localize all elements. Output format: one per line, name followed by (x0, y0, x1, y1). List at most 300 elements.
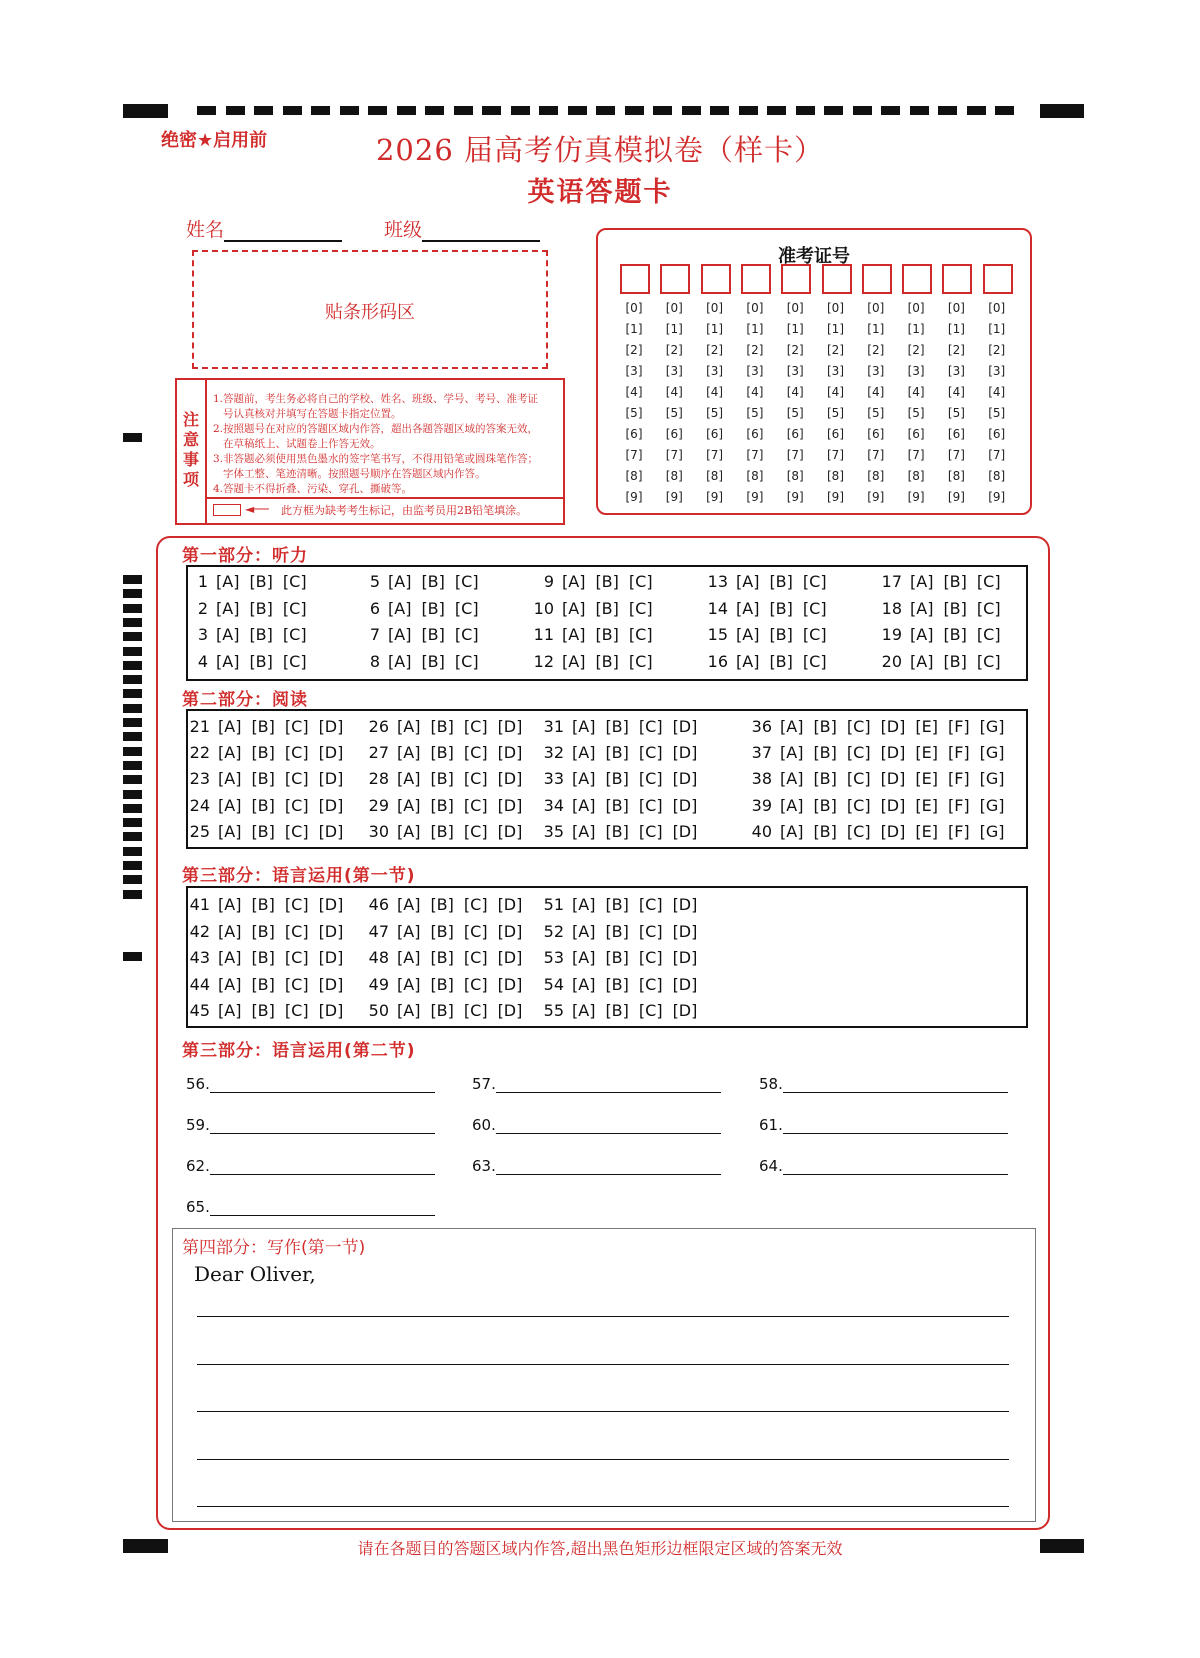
id-digit-bubble[interactable]: [6] (867, 427, 885, 441)
answer-option[interactable]: [B] (943, 651, 967, 671)
answer-option[interactable]: [B] (605, 921, 629, 941)
id-digit-box[interactable] (822, 264, 852, 294)
id-digit-bubble[interactable]: [7] (786, 448, 804, 462)
name-field[interactable] (186, 215, 342, 242)
answer-option[interactable]: [F] (947, 769, 970, 789)
answer-option[interactable]: [A] (572, 974, 596, 994)
answer-option[interactable]: [A] (218, 974, 242, 994)
answer-option[interactable]: [A] (736, 625, 760, 644)
answer-option[interactable]: [C] (454, 598, 479, 618)
answer-option[interactable]: [D] (880, 821, 906, 841)
answer-option[interactable]: [B] (249, 625, 273, 644)
id-digit-bubble[interactable]: [1] (827, 322, 844, 336)
id-digit-bubble[interactable]: [1] (665, 322, 683, 336)
id-digit-bubble[interactable]: [4] (706, 385, 724, 399)
answer-option[interactable]: [D] (672, 948, 698, 967)
answer-option[interactable]: [D] (318, 895, 344, 914)
answer-option[interactable]: [D] (880, 795, 906, 815)
answer-option[interactable]: [B] (430, 921, 454, 941)
answer-option[interactable]: [B] (251, 743, 275, 763)
answer-option[interactable]: [C] (976, 598, 1001, 618)
answer-option[interactable]: [B] (421, 572, 445, 591)
id-digit-bubble[interactable]: [3] (867, 364, 885, 378)
answer-option[interactable]: [A] (562, 598, 586, 618)
id-digit-bubble[interactable]: [5] (786, 406, 804, 420)
id-digit-bubble[interactable]: [8] (947, 469, 965, 483)
writing-line[interactable] (197, 1459, 1009, 1460)
answer-option[interactable]: [B] (421, 625, 445, 644)
answer-option[interactable]: [C] (638, 743, 663, 763)
answer-option[interactable]: [A] (388, 598, 412, 618)
id-digit-bubble[interactable]: [2] (665, 343, 683, 357)
id-digit-bubble[interactable]: [1] (947, 322, 965, 336)
id-digit-bubble[interactable]: [9] (665, 490, 683, 504)
answer-option[interactable]: [D] (318, 769, 344, 789)
id-digit-bubble[interactable]: [2] (706, 343, 724, 357)
answer-option[interactable]: [B] (251, 895, 275, 914)
answer-option[interactable]: [B] (430, 821, 454, 841)
id-digit-bubble[interactable]: [3] (746, 364, 764, 378)
answer-option[interactable]: [A] (910, 625, 934, 644)
answer-option[interactable]: [F] (947, 743, 970, 763)
id-digit-bubble[interactable]: [0] (786, 301, 804, 315)
answer-option[interactable]: [C] (463, 895, 488, 914)
id-digit-bubble[interactable]: [8] (746, 469, 764, 483)
answer-option[interactable]: [G] (979, 795, 1005, 815)
answer-option[interactable]: [C] (638, 795, 663, 815)
answer-option[interactable]: [A] (736, 572, 760, 591)
answer-option[interactable]: [D] (880, 717, 906, 736)
id-digit-box[interactable] (942, 264, 972, 294)
answer-option[interactable]: [A] (572, 795, 596, 815)
answer-option[interactable]: [C] (846, 743, 871, 763)
answer-option[interactable]: [B] (605, 743, 629, 763)
answer-option[interactable]: [G] (979, 769, 1005, 789)
id-digit-bubble[interactable]: [6] (907, 427, 925, 441)
id-digit-bubble[interactable]: [3] (988, 364, 1006, 378)
answer-option[interactable]: [G] (979, 821, 1005, 841)
id-digit-bubble[interactable]: [0] (947, 301, 965, 315)
answer-option[interactable]: [C] (628, 598, 653, 618)
id-digit-box[interactable] (983, 264, 1013, 294)
id-digit-bubble[interactable]: [2] (786, 343, 804, 357)
answer-option[interactable]: [D] (318, 717, 344, 736)
answer-option[interactable]: [A] (397, 821, 421, 841)
id-digit-bubble[interactable]: [0] (907, 301, 925, 315)
answer-option[interactable]: [A] (572, 948, 596, 967)
answer-option[interactable]: [B] (251, 948, 275, 967)
answer-option[interactable]: [B] (251, 717, 275, 736)
id-digit-bubble[interactable]: [5] (947, 406, 965, 420)
answer-option[interactable]: [A] (397, 921, 421, 941)
answer-option[interactable]: [B] (813, 743, 837, 763)
answer-option[interactable]: [C] (638, 769, 663, 789)
id-digit-bubble[interactable]: [6] (706, 427, 724, 441)
answer-option[interactable]: [C] (628, 625, 653, 644)
id-digit-bubble[interactable]: [7] (907, 448, 925, 462)
answer-option[interactable]: [A] (397, 974, 421, 994)
id-digit-box[interactable] (620, 264, 650, 294)
answer-option[interactable]: [B] (813, 769, 837, 789)
id-digit-bubble[interactable]: [4] (947, 385, 965, 399)
answer-option[interactable]: [C] (463, 743, 488, 763)
answer-option[interactable]: [B] (605, 821, 629, 841)
id-digit-bubble[interactable]: [0] (988, 301, 1006, 315)
answer-option[interactable]: [C] (284, 895, 309, 914)
answer-option[interactable]: [A] (397, 795, 421, 815)
id-digit-bubble[interactable]: [4] (867, 385, 885, 399)
answer-option[interactable]: [A] (780, 769, 804, 789)
id-digit-bubble[interactable]: [1] (907, 322, 925, 336)
id-digit-bubble[interactable]: [3] (827, 364, 844, 378)
answer-option[interactable]: [B] (430, 743, 454, 763)
id-digit-bubble[interactable]: [5] (746, 406, 764, 420)
blank-line[interactable] (783, 1133, 1008, 1134)
blank-line[interactable] (496, 1174, 721, 1175)
id-digit-bubble[interactable]: [2] (988, 343, 1006, 357)
answer-option[interactable]: [B] (605, 769, 629, 789)
answer-option[interactable]: [A] (397, 948, 421, 967)
answer-option[interactable]: [D] (672, 974, 698, 994)
blank-line[interactable] (496, 1092, 721, 1093)
blank-line[interactable] (496, 1133, 721, 1134)
absent-checkbox[interactable] (213, 504, 241, 516)
answer-option[interactable]: [A] (216, 572, 240, 591)
answer-option[interactable]: [A] (572, 717, 596, 736)
answer-option[interactable]: [A] (780, 795, 804, 815)
answer-option[interactable]: [D] (318, 948, 344, 967)
blank-line[interactable] (210, 1174, 435, 1175)
answer-option[interactable]: [C] (846, 717, 871, 736)
id-digit-bubble[interactable]: [1] (706, 322, 724, 336)
answer-option[interactable]: [C] (638, 948, 663, 967)
answer-option[interactable]: [B] (430, 769, 454, 789)
answer-option[interactable]: [C] (284, 769, 309, 789)
answer-option[interactable]: [C] (976, 572, 1001, 591)
answer-option[interactable]: [A] (572, 769, 596, 789)
writing-line[interactable] (197, 1316, 1009, 1317)
answer-option[interactable]: [A] (572, 1001, 596, 1020)
id-digit-bubble[interactable]: [6] (625, 427, 643, 441)
answer-option[interactable]: [D] (880, 743, 906, 763)
answer-option[interactable]: [D] (672, 895, 698, 914)
id-digit-bubble[interactable]: [2] (907, 343, 925, 357)
id-digit-bubble[interactable]: [7] (988, 448, 1006, 462)
answer-option[interactable]: [A] (397, 769, 421, 789)
id-digit-bubble[interactable]: [8] (988, 469, 1006, 483)
answer-option[interactable]: [B] (249, 572, 273, 591)
answer-option[interactable]: [A] (218, 948, 242, 967)
id-digit-bubble[interactable]: [5] (988, 406, 1006, 420)
id-digit-bubble[interactable]: [6] (746, 427, 764, 441)
answer-option[interactable]: [C] (846, 821, 871, 841)
answer-option[interactable]: [C] (802, 625, 827, 644)
answer-option[interactable]: [B] (421, 598, 445, 618)
id-digit-bubble[interactable]: [1] (625, 322, 643, 336)
answer-option[interactable]: [C] (454, 651, 479, 671)
answer-option[interactable]: [D] (497, 769, 523, 789)
id-digit-bubble[interactable]: [5] (867, 406, 885, 420)
answer-option[interactable]: [C] (282, 598, 307, 618)
answer-option[interactable]: [B] (813, 821, 837, 841)
answer-option[interactable]: [A] (216, 598, 240, 618)
answer-option[interactable]: [F] (947, 821, 970, 841)
id-digit-bubble[interactable]: [1] (988, 322, 1006, 336)
answer-option[interactable]: [B] (249, 598, 273, 618)
id-digit-bubble[interactable]: [7] (625, 448, 643, 462)
answer-option[interactable]: [A] (562, 572, 586, 591)
answer-option[interactable]: [D] (318, 795, 344, 815)
writing-line[interactable] (197, 1411, 1009, 1412)
id-digit-bubble[interactable]: [6] (988, 427, 1006, 441)
answer-option[interactable]: [B] (813, 795, 837, 815)
answer-option[interactable]: [A] (780, 743, 804, 763)
answer-option[interactable]: [A] (572, 921, 596, 941)
answer-option[interactable]: [C] (463, 717, 488, 736)
id-digit-bubble[interactable]: [5] (907, 406, 925, 420)
id-digit-bubble[interactable]: [2] (827, 343, 844, 357)
answer-option[interactable]: [G] (979, 717, 1005, 736)
answer-option[interactable]: [A] (388, 625, 412, 644)
answer-option[interactable]: [B] (251, 974, 275, 994)
writing-line[interactable] (197, 1506, 1009, 1507)
id-digit-bubble[interactable]: [5] (665, 406, 683, 420)
answer-option[interactable]: [A] (218, 821, 242, 841)
answer-option[interactable]: [B] (251, 1001, 275, 1020)
answer-option[interactable]: [C] (463, 974, 488, 994)
id-digit-bubble[interactable]: [3] (706, 364, 724, 378)
answer-option[interactable]: [F] (947, 795, 970, 815)
answer-option[interactable]: [A] (780, 821, 804, 841)
answer-option[interactable]: [D] (497, 974, 523, 994)
id-digit-bubble[interactable]: [2] (625, 343, 643, 357)
answer-option[interactable]: [A] (736, 598, 760, 618)
answer-option[interactable]: [A] (397, 1001, 421, 1020)
answer-option[interactable]: [A] (910, 598, 934, 618)
answer-option[interactable]: [A] (572, 895, 596, 914)
answer-option[interactable]: [D] (497, 1001, 523, 1020)
answer-option[interactable]: [A] (388, 572, 412, 591)
blank-line[interactable] (210, 1215, 435, 1216)
answer-option[interactable]: [A] (397, 717, 421, 736)
answer-option[interactable]: [D] (497, 948, 523, 967)
answer-option[interactable]: [A] (388, 651, 412, 671)
id-digit-bubble[interactable]: [0] (827, 301, 844, 315)
id-digit-bubble[interactable]: [4] (786, 385, 804, 399)
id-digit-bubble[interactable]: [9] (706, 490, 724, 504)
answer-option[interactable]: [B] (605, 717, 629, 736)
answer-option[interactable]: [E] (915, 717, 938, 736)
answer-option[interactable]: [B] (769, 651, 793, 671)
id-digit-bubble[interactable]: [0] (867, 301, 885, 315)
answer-option[interactable]: [B] (595, 572, 619, 591)
id-digit-bubble[interactable]: [1] (786, 322, 804, 336)
class-field[interactable] (384, 215, 540, 242)
id-digit-bubble[interactable]: [0] (665, 301, 683, 315)
blank-line[interactable] (783, 1174, 1008, 1175)
name-underline[interactable] (224, 220, 342, 242)
answer-option[interactable]: [A] (216, 625, 240, 644)
answer-option[interactable]: [C] (638, 921, 663, 941)
id-digit-bubble[interactable]: [7] (947, 448, 965, 462)
answer-option[interactable]: [C] (463, 921, 488, 941)
answer-option[interactable]: [C] (628, 572, 653, 591)
id-digit-bubble[interactable]: [4] (665, 385, 683, 399)
answer-option[interactable]: [A] (216, 651, 240, 671)
answer-option[interactable]: [D] (318, 1001, 344, 1020)
id-digit-box[interactable] (902, 264, 932, 294)
id-digit-bubble[interactable]: [7] (867, 448, 885, 462)
answer-option[interactable]: [B] (943, 625, 967, 644)
id-digit-bubble[interactable]: [5] (625, 406, 643, 420)
answer-option[interactable]: [B] (943, 572, 967, 591)
id-digit-bubble[interactable]: [6] (786, 427, 804, 441)
id-digit-bubble[interactable]: [7] (827, 448, 844, 462)
answer-option[interactable]: [C] (638, 895, 663, 914)
answer-option[interactable]: [A] (397, 895, 421, 914)
answer-option[interactable]: [B] (595, 625, 619, 644)
answer-option[interactable]: [B] (605, 948, 629, 967)
answer-option[interactable]: [A] (562, 651, 586, 671)
answer-option[interactable]: [C] (282, 572, 307, 591)
answer-option[interactable]: [D] (497, 717, 523, 736)
id-digit-bubble[interactable]: [9] (786, 490, 804, 504)
answer-option[interactable]: [B] (769, 598, 793, 618)
answer-option[interactable]: [C] (638, 974, 663, 994)
answer-option[interactable]: [C] (284, 1001, 309, 1020)
answer-option[interactable]: [A] (397, 743, 421, 763)
id-digit-bubble[interactable]: [5] (706, 406, 724, 420)
id-digit-bubble[interactable]: [9] (867, 490, 885, 504)
answer-option[interactable]: [A] (736, 651, 760, 671)
answer-option[interactable]: [E] (915, 821, 938, 841)
answer-option[interactable]: [A] (218, 769, 242, 789)
id-digit-bubble[interactable]: [8] (665, 469, 683, 483)
id-digit-bubble[interactable]: [5] (827, 406, 844, 420)
answer-option[interactable]: [D] (672, 795, 698, 815)
id-digit-bubble[interactable]: [0] (625, 301, 643, 315)
answer-option[interactable]: [B] (769, 572, 793, 591)
answer-option[interactable]: [B] (249, 651, 273, 671)
id-digit-bubble[interactable]: [3] (786, 364, 804, 378)
id-digit-bubble[interactable]: [7] (746, 448, 764, 462)
answer-option[interactable]: [C] (284, 821, 309, 841)
answer-option[interactable]: [C] (463, 769, 488, 789)
id-digit-bubble[interactable]: [8] (867, 469, 885, 483)
answer-option[interactable]: [A] (572, 821, 596, 841)
answer-option[interactable]: [B] (595, 651, 619, 671)
id-digit-box[interactable] (741, 264, 771, 294)
answer-option[interactable]: [C] (284, 921, 309, 941)
id-digit-bubble[interactable]: [4] (827, 385, 844, 399)
answer-option[interactable]: [C] (846, 795, 871, 815)
id-digit-bubble[interactable]: [2] (746, 343, 764, 357)
id-digit-bubble[interactable]: [3] (947, 364, 965, 378)
id-digit-bubble[interactable]: [2] (867, 343, 885, 357)
answer-option[interactable]: [B] (813, 717, 837, 736)
answer-option[interactable]: [A] (562, 625, 586, 644)
id-digit-box[interactable] (701, 264, 731, 294)
id-digit-bubble[interactable]: [3] (665, 364, 683, 378)
answer-option[interactable]: [D] (672, 743, 698, 763)
id-digit-bubble[interactable]: [4] (746, 385, 764, 399)
answer-option[interactable]: [C] (638, 821, 663, 841)
answer-option[interactable]: [C] (802, 598, 827, 618)
answer-option[interactable]: [B] (430, 895, 454, 914)
answer-option[interactable]: [C] (638, 717, 663, 736)
id-digit-bubble[interactable]: [4] (907, 385, 925, 399)
id-digit-bubble[interactable]: [9] (988, 490, 1006, 504)
answer-option[interactable]: [D] (672, 921, 698, 941)
id-digit-bubble[interactable]: [6] (947, 427, 965, 441)
answer-option[interactable]: [C] (638, 1001, 663, 1020)
answer-option[interactable]: [C] (463, 1001, 488, 1020)
answer-option[interactable]: [C] (284, 795, 309, 815)
answer-option[interactable]: [D] (672, 769, 698, 789)
answer-option[interactable]: [A] (218, 1001, 242, 1020)
answer-option[interactable]: [B] (605, 974, 629, 994)
answer-option[interactable]: [B] (943, 598, 967, 618)
answer-option[interactable]: [A] (910, 572, 934, 591)
writing-line[interactable] (197, 1364, 1009, 1365)
id-digit-bubble[interactable]: [0] (746, 301, 764, 315)
id-digit-bubble[interactable]: [1] (867, 322, 885, 336)
answer-option[interactable]: [C] (284, 974, 309, 994)
answer-option[interactable]: [A] (910, 651, 934, 671)
answer-option[interactable]: [A] (780, 717, 804, 736)
answer-option[interactable]: [D] (318, 743, 344, 763)
id-digit-bubble[interactable]: [4] (988, 385, 1006, 399)
answer-option[interactable]: [B] (605, 895, 629, 914)
id-digit-box[interactable] (862, 264, 892, 294)
answer-option[interactable]: [C] (284, 948, 309, 967)
answer-option[interactable]: [C] (282, 625, 307, 644)
answer-option[interactable]: [D] (672, 717, 698, 736)
id-digit-bubble[interactable]: [9] (746, 490, 764, 504)
answer-option[interactable]: [D] (497, 921, 523, 941)
id-digit-bubble[interactable]: [4] (625, 385, 643, 399)
id-digit-bubble[interactable]: [9] (625, 490, 643, 504)
answer-option[interactable]: [B] (251, 921, 275, 941)
answer-option[interactable]: [A] (218, 895, 242, 914)
answer-option[interactable]: [C] (628, 651, 653, 671)
answer-option[interactable]: [F] (947, 717, 970, 736)
answer-option[interactable]: [B] (605, 795, 629, 815)
answer-option[interactable]: [C] (846, 769, 871, 789)
id-digit-bubble[interactable]: [9] (827, 490, 844, 504)
answer-option[interactable]: [A] (572, 743, 596, 763)
answer-option[interactable]: [B] (595, 598, 619, 618)
answer-option[interactable]: [B] (430, 795, 454, 815)
answer-option[interactable]: [D] (497, 821, 523, 841)
answer-option[interactable]: [G] (979, 743, 1005, 763)
answer-option[interactable]: [B] (251, 821, 275, 841)
id-digit-bubble[interactable]: [8] (625, 469, 643, 483)
id-digit-bubble[interactable]: [2] (947, 343, 965, 357)
answer-option[interactable]: [A] (218, 743, 242, 763)
answer-option[interactable]: [B] (605, 1001, 629, 1020)
answer-option[interactable]: [D] (497, 895, 523, 914)
answer-option[interactable]: [D] (318, 821, 344, 841)
answer-option[interactable]: [C] (802, 651, 827, 671)
id-digit-bubble[interactable]: [9] (947, 490, 965, 504)
answer-option[interactable]: [D] (318, 921, 344, 941)
answer-option[interactable]: [E] (915, 769, 938, 789)
answer-option[interactable]: [C] (463, 821, 488, 841)
answer-option[interactable]: [B] (430, 1001, 454, 1020)
class-underline[interactable] (422, 220, 540, 242)
answer-option[interactable]: [D] (672, 821, 698, 841)
